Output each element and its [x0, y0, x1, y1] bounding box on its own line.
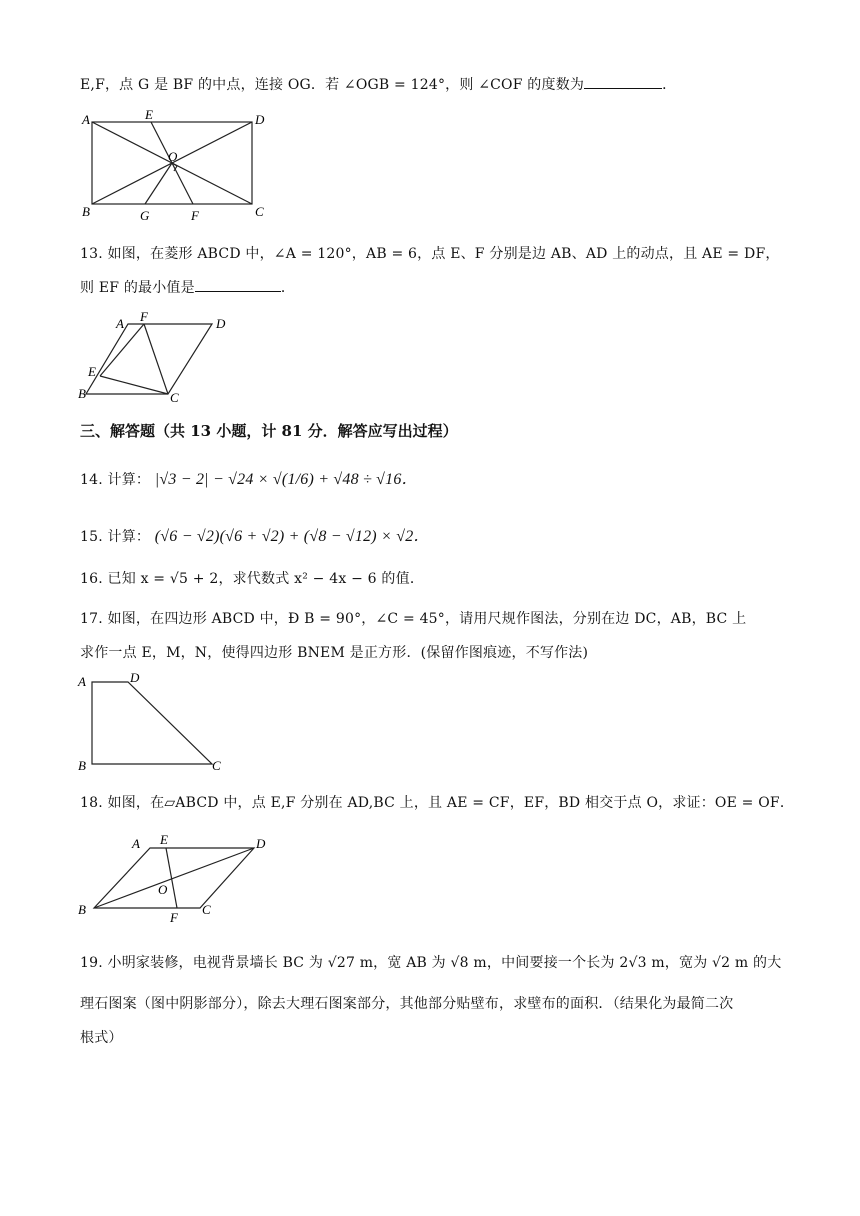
q18-label-B: B — [78, 902, 86, 917]
q16: 16. 已知 x = √5 + 2，求代数式 x² − 4x − 6 的值． — [80, 571, 425, 587]
q18-figure — [76, 826, 276, 926]
section-title: 三、解答题（共 13 小题，计 81 分．解答应写出过程） — [80, 422, 458, 440]
q13-label-C: C — [170, 390, 179, 405]
q13-line1: 13. 如图，在菱形 ABCD 中，∠A = 120°，AB = 6，点 E、F 分别是边 AB、AD 上的动点，且 AE = DF， — [80, 246, 780, 262]
q17-label-C: C — [212, 758, 221, 773]
q12-label-E: E — [145, 108, 153, 122]
q12-label-C: C — [255, 204, 264, 219]
q18-label-A: A — [132, 836, 140, 851]
q19-line1: 19. 小明家装修，电视背景墙长 BC 为 √27 m，宽 AB 为 √8 m，中间要接一个长为 2√3 m，宽为 √2 m 的大 — [80, 955, 782, 971]
q18-label-E: E — [160, 832, 168, 847]
q12-label-O: O — [168, 149, 178, 164]
q14 — [80, 466, 418, 489]
q17-figure — [76, 670, 236, 775]
answer-blank[interactable] — [195, 279, 281, 292]
q19-line2: 理石图案（图中阴影部分），除去大理石图案部分，其他部分贴壁布，求壁布的面积．（结果化为最简二次 — [80, 996, 734, 1012]
q14-prefix: 14. 计算： — [80, 472, 151, 488]
q13-label-A: A — [116, 316, 124, 331]
q12-line: E,F，点 G 是 BF 的中点，连接 OG．若 ∠OGB = 124°，则 ∠COF 的度数为 — [80, 77, 585, 93]
q15 — [80, 523, 430, 546]
q18-label-F: F — [170, 910, 178, 925]
q13-label-B: B — [78, 386, 86, 401]
q18-label-D: D — [256, 836, 266, 851]
q17-label-A: A — [78, 674, 86, 689]
q12-label-A: A — [82, 112, 90, 127]
q17-label-B: B — [78, 758, 86, 773]
q19-line3: 根式） — [80, 1030, 123, 1046]
q12-label-B: B — [82, 204, 90, 219]
q13-label-D: D — [216, 316, 226, 331]
q13-label-E: E — [88, 364, 96, 379]
q12-tail: ． — [662, 77, 677, 93]
q14-expression: |√3 − 2| − √24 × √(1/6) + √48 ÷ √16． — [154, 471, 418, 488]
q12-label-D: D — [255, 112, 265, 127]
q13-line2 — [80, 277, 295, 297]
q12-figure — [78, 108, 278, 228]
q12-label-F: F — [191, 208, 199, 223]
q17-label-D: D — [130, 670, 140, 685]
q13-line2-text: 则 EF 的最小值是 — [80, 280, 195, 296]
answer-blank[interactable] — [584, 76, 662, 89]
q13-figure — [78, 310, 238, 405]
q13-tail: ． — [280, 280, 296, 296]
q18-label-O: O — [158, 882, 168, 897]
q15-prefix: 15. 计算： — [80, 529, 151, 545]
q18-label-C: C — [202, 902, 211, 917]
q15-expression: (√6 − √2)(√6 + √2) + (√8 − √12) × √2． — [154, 528, 430, 545]
q12-label-G: G — [140, 208, 150, 223]
q17-line1: 17. 如图，在四边形 ABCD 中，Ð B = 90°，∠C = 45°，请用尺规作图法，分别在边 DC，AB，BC 上 — [80, 611, 747, 627]
q17-line2: 求作一点 E，M，N，使得四边形 BNEM 是正方形．(保留作图痕迹，不写作法) — [80, 645, 589, 661]
q18: 18. 如图，在▱ABCD 中，点 E,F 分别在 AD,BC 上，且 AE = CF，EF，BD 相交于点 O，求证：OE = OF． — [80, 795, 795, 811]
q12-text — [80, 74, 676, 94]
q13-label-F: F — [140, 310, 148, 324]
